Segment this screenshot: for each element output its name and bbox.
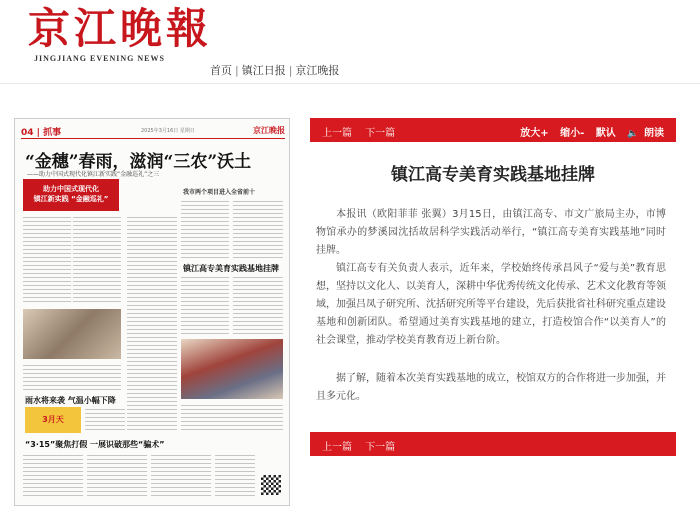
paper-header — [21, 125, 285, 139]
paper-subheadline: ——助力中国式现代化镇江新实践“金融巡礼”之三 — [27, 171, 160, 178]
paper-story-headline[interactable]: “3·15”聚焦打假 一展识破那些“骗术” — [25, 440, 165, 449]
paper-story-headline[interactable]: 雨水将来袭 气温小幅下降 — [25, 396, 116, 405]
next-article-link-bottom[interactable]: 下一篇 — [365, 442, 396, 453]
article-title: 镇江高专美育实践基地挂牌 — [391, 165, 595, 185]
reading-tools — [512, 124, 664, 139]
paper-column-text — [87, 453, 147, 499]
paper-headline[interactable]: “金穗”春雨，滋润“三农”沃土 — [25, 152, 252, 172]
top-navigation — [210, 62, 339, 78]
article-bottom-nav — [322, 438, 405, 453]
paper-column-text — [181, 403, 283, 433]
paper-column-text — [233, 199, 283, 259]
paper-brand: 京江晚报 — [253, 126, 285, 135]
article-bottom-bar — [310, 432, 676, 456]
paper-photo — [23, 309, 121, 359]
qr-code — [261, 475, 281, 495]
next-article-link[interactable]: 下一篇 — [365, 128, 396, 139]
default-size-button[interactable]: 默认 — [595, 128, 616, 139]
paper-photo — [181, 339, 283, 399]
speaker-icon[interactable]: 🔈 — [627, 129, 639, 139]
article-toolbar — [310, 118, 676, 142]
paper-banner-line: 镇江新实践 “金融巡礼” — [33, 195, 109, 203]
paper-column-text — [73, 215, 121, 305]
paper-red-banner — [23, 179, 119, 211]
article-panel — [310, 118, 676, 464]
article-paragraph: 据了解，随着本次美育实践基地的成立，校馆双方的合作将进一步加强，并且多元化。 — [316, 373, 666, 402]
paper-column-text — [215, 453, 255, 499]
header-divider — [0, 83, 700, 84]
paper-story-headline-highlight[interactable]: 镇江高专美育实践基地挂牌 — [183, 264, 279, 273]
site-header — [0, 0, 700, 84]
paper-section-label: 04 | 抓事 — [21, 128, 62, 138]
nav-separator: | — [235, 64, 239, 77]
article-paragraph: 镇江高专有关负责人表示，近年来，学校始终传承昌风子“爱与美”教育思想，坚持以文化人、以美育人，深耕中华优秀传统文化传承、艺术文化教育等领域，加强吕凤子研究所、沈括研究所等平台建设，先后获批省社科研究重点建设基地和创新团队。希望通过美育实践基地的建立，打造校馆合作“以美育人”的社会课堂，推动学校美育教育迈上新台阶。 — [316, 263, 666, 346]
paper-yellow-box: 3月天 — [25, 407, 81, 433]
nav-separator: | — [288, 64, 293, 77]
paper-story-headline[interactable]: 我市两个项目进入全省前十 — [183, 189, 256, 196]
site-logo-en: JINGJIANG EVENING NEWS — [34, 54, 165, 63]
zoom-in-button[interactable]: 放大+ — [520, 128, 549, 139]
nav-link-zhenjiang-daily[interactable]: 镇江日报 — [241, 64, 286, 77]
article-nav — [322, 124, 405, 139]
paper-column-text — [85, 407, 125, 433]
nav-link-home[interactable]: 首页 — [210, 64, 232, 77]
paper-column-text — [23, 453, 83, 499]
paper-column-text — [181, 275, 229, 335]
newspaper-page-thumbnail[interactable] — [14, 118, 290, 506]
paper-date: 2025年3月16日 星期日 — [141, 128, 195, 134]
zoom-out-button[interactable]: 缩小- — [560, 128, 585, 139]
prev-article-link-bottom[interactable]: 上一篇 — [322, 442, 352, 453]
nav-link-jingjiang-evening[interactable]: 京江晚报 — [295, 64, 340, 77]
article-paragraph: 本报讯（欧阳菲菲 张翼）3月15日，由镇江高专、市文广旅局主办，市博物馆承办的梦溪园沈括故居科学实践活动举行，“镇江高专美育实践基地”同时挂牌。 — [316, 209, 666, 256]
paper-column-text — [233, 275, 283, 335]
paper-banner-line: 助力中国式现代化 — [43, 185, 99, 193]
read-aloud-button[interactable]: 朗读 — [644, 128, 664, 139]
paper-column-text — [151, 453, 211, 499]
paper-column-text — [23, 363, 121, 393]
paper-column-text — [127, 215, 177, 433]
prev-article-link[interactable]: 上一篇 — [322, 128, 352, 139]
site-logo[interactable]: 京江晚報 — [28, 4, 213, 53]
paper-column-text — [23, 215, 71, 305]
paper-column-text — [181, 199, 229, 259]
